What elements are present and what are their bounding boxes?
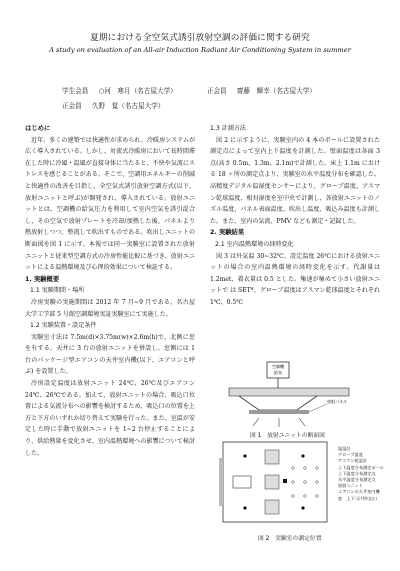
legend-item: グローブ温度	[338, 452, 363, 458]
radiant-unit-3	[265, 500, 279, 514]
legend-item: 上下温度分布測定点	[338, 470, 376, 476]
author-role: 正会員	[206, 87, 227, 95]
measure-pole	[301, 454, 304, 457]
subsection-heading-1-2: 1.2 実験装置・設定条件	[30, 322, 97, 330]
measure-pole	[243, 506, 246, 509]
window	[219, 458, 223, 506]
figure-1-caption: 図 1 放射ユニットの断面図	[250, 433, 325, 439]
section-heading-intro: はじめに	[25, 125, 51, 132]
subsection-heading-1-3: 1.3 計測方法	[210, 125, 247, 132]
airflow-arrows	[253, 418, 305, 427]
legend-item: エアコンの天井室内機	[338, 489, 380, 495]
subsection-heading-2-1: 2.1 室内温熱環境の経時変化	[215, 240, 294, 248]
section-heading-1: 1. 実験概要	[25, 275, 60, 283]
measure-pole	[301, 506, 304, 509]
right-column	[210, 123, 380, 309]
legend-item: 水平温度分布測定点	[338, 477, 376, 483]
fig1-label-top-2: 給気	[274, 370, 282, 375]
figure-2-lab-plan	[215, 438, 335, 528]
radiant-panel	[249, 410, 309, 414]
author-name: 久野 覚（名古屋大学）	[91, 102, 165, 110]
paragraph-1-2b: 冷房設定温度は放射ユニット 24℃、26℃及びエアコン 24℃、26℃である。加えて、放射ユニットの場合、吸込口位置による気流分布への影響を検討するため、吸込口の位置を上方と下方のいずれか切り替えて実験を行った。また、室温が安定した時に手動で放射ユニットを 1~2 台停止することにより、供給熱量を変化させ、室内温熱環境への影響について検討した。	[25, 380, 195, 457]
intro-paragraph: 近年、多くの建築では快適性が求められ、冷暖房システムが広く導入されている。しかし、対流式冷暖房において長時間滞在した時に冷風・温風が直接身体に当たると、不快や気流にストレスを感じることがある。そこで、空調用エネルギーの削減と快適性の改善を目指し、全空気式誘引放射空調方式(以下、放射ユニットと呼ぶ)が開発され、導入されている。放射ユニットとは、空調機の給気圧力を利用して室内空気を誘引混合し、その空気で放射プレートを冷却/加熱した後、パネルより熱放射しつつ、整流して吹出すものである。吹出しユニットの断面図を図 1 に示す。本報では同一実験室に設置された放射ユニットと従来型空調方式の冷房性能比較に基づき、放射ユニットによる温熱環境及び心理的効果について検証する。	[25, 136, 195, 272]
radiant-unit-2	[265, 475, 279, 489]
left-column	[25, 123, 195, 459]
fig1-label-panel: 放射パネル	[327, 399, 347, 404]
aircon-unit	[233, 476, 251, 488]
subsection-heading-1-1: 1.1 実験期間・場所	[30, 287, 85, 295]
paper-title: 夏期における全空気式誘引放射空調の評価に関する研究	[90, 33, 310, 43]
author-role: 正会員	[62, 102, 82, 110]
author-name: ○河 寒月（名古屋大学）	[98, 87, 177, 95]
paragraph-1-2a: 実験室寸法は 7.5m(d)×3.75m(w)×2.6m(h)で、北側に窓を有する。天井に 3 台の放射ユニットを併設し、窓側には 1 台のパッケージ型エアコンの天井室内機(以下、エアコンと呼ぶ) を設置した。	[25, 333, 195, 376]
section-heading-2: 2. 実験結果	[210, 229, 245, 237]
globe-sensor	[283, 479, 287, 483]
legend-item: アスマン乾湿計	[338, 458, 368, 464]
paragraph-1-1: 冷房実験の実施期間は 2012 年 7 月~9 月である。名古屋大学工学部 5 号館空調環境実証実験室にて実施した。	[25, 298, 195, 318]
fig1-label-top: 空調機	[272, 364, 284, 369]
radiant-duct	[229, 388, 349, 396]
figure-2-legend	[338, 446, 384, 502]
paper-subtitle: A study on evaluation of an All-air Induction Radiant Air Conditioning System in summer	[49, 46, 351, 54]
horizontal-points	[292, 467, 319, 498]
paragraph-1-3: 図 2 に示すように、実験室内の 4 本のポールに設置された測定点によって室内上下温度を計測した。壁面温度は各面 3 点(高さ 0.5m、1.3m、2.1m)で計測した。床上 1.1m における 18 ヶ所の測定点より、実験室の水平温度分布を確認した。高精度デジタル温湿度センサーにより、グローブ温度、アスマン乾球温度、相対湿度を室中央で計測し、各放射ユニットのノズル温度、パネル表面温度、吹出し温度、吸込み温度も計測した。また、室内の気流、PMV なども測定・記録した。	[210, 136, 380, 225]
measure-pole	[243, 454, 246, 457]
legend-item: 温湿計	[338, 446, 351, 451]
unit-body	[239, 396, 317, 410]
author-name: 齋藤 輝幸（名古屋大学）	[236, 87, 316, 95]
author-row-2	[62, 100, 172, 110]
paragraph-2-1: 図 3 は外気温 30~32℃、設定温度 26℃における放射ユニットの場合の室内温熱環境の経時変化を示す。代謝量は 1.2met、着衣量は 0.5 とした。集速が極めて小さい放射ユニットで は SET*、グローブ温度はアスマン乾球温度とそれぞれ 1℃、0.5℃	[210, 252, 380, 306]
legend-item: 放射ユニット	[338, 483, 363, 489]
figure-2-caption: 図 2 実験室の測定位置	[258, 536, 322, 542]
author-role: 学生会員	[62, 87, 89, 95]
author-row-1	[62, 85, 324, 95]
legend-item: 上下温度分布測定ポール	[338, 464, 384, 470]
figure-1-unit-section	[219, 360, 364, 430]
radiant-unit-1	[265, 450, 279, 464]
legend-item: 窓 上下:天井吹出口	[338, 495, 378, 501]
